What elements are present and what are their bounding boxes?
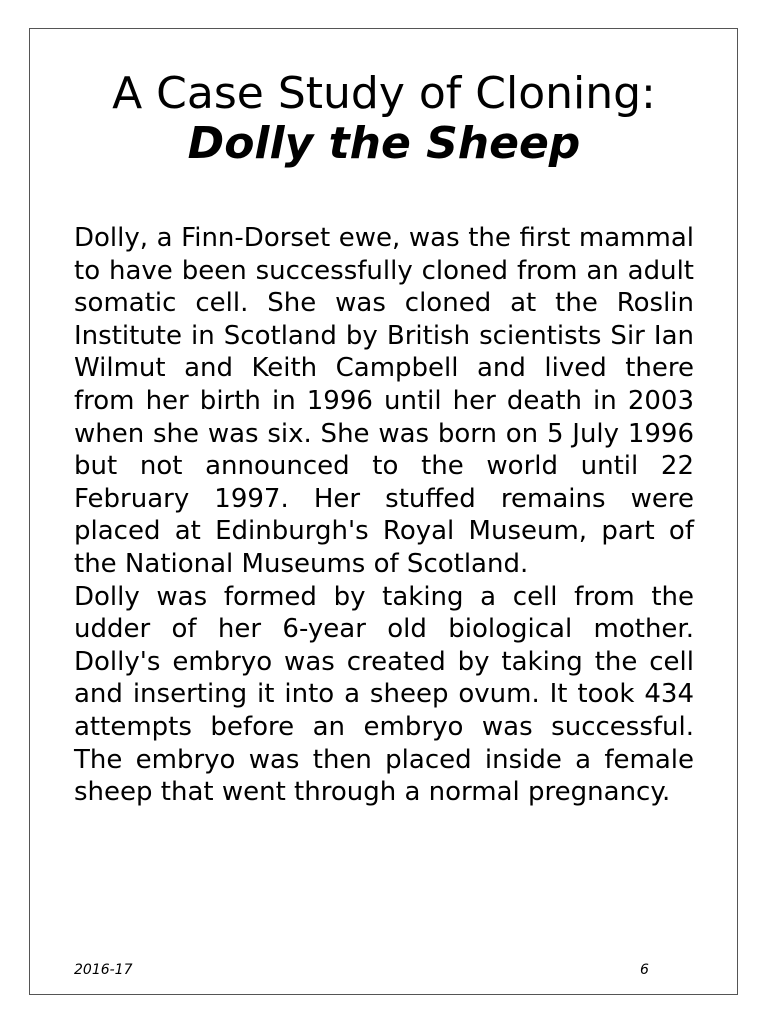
paragraph-1: Dolly, a Finn-Dorset ewe, was the first mammal to have been successfully cloned from an adult somatic cell. She was cloned at the Roslin Institute in Scotland by British scientists Sir Ian Wilmut and Keith Campbell and lived there from her birth in 1996 until her death in 2003 when she was six. She was born on 5 July 1996 but not announced to the world until 22 February 1997. Her stuffed remains were placed at Edinburgh's Royal Museum, part of the National Museums of Scotland. <box>74 223 694 579</box>
footer-year: 2016-17 <box>74 962 133 978</box>
footer-page-number: 6 <box>640 962 649 978</box>
body-text <box>74 222 694 809</box>
paragraph-2: Dolly was formed by taking a cell from the udder of her 6-year old biological mother. Dolly's embryo was created by taking the cell and inserting it into a sheep ovum. It took 434 attempts before an embryo was successful. The embryo was then placed inside a female sheep that went through a normal pregnancy. <box>74 581 694 808</box>
page-title: A Case Study of Cloning: <box>112 68 656 119</box>
page-subtitle: Dolly the Sheep <box>187 118 581 169</box>
